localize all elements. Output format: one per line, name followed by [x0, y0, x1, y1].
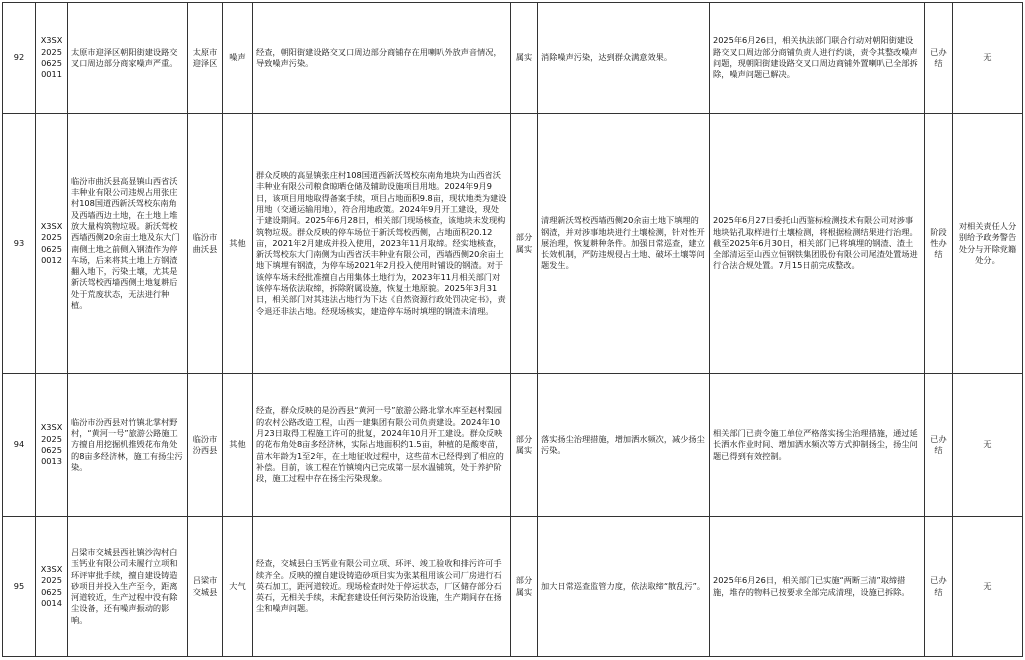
handling-result: 2025年6月26日，相关部门已实施“两断三清”取缔措施，堆存的物料已按要求全部完成清理，设施已拆除。: [710, 517, 925, 657]
accountability: 无: [953, 374, 1023, 517]
pollution-type: 大气: [223, 517, 253, 657]
investigation-result: 经查，朝阳街建设路交叉口周边部分商铺存在用喇叭外放声音情况，导致噪声污染。: [253, 3, 511, 114]
case-code: X3SX202506250012: [36, 114, 68, 374]
investigation-result: 经查，群众反映的是汾西县“黄河一号”旅游公路北掌水库至赵村梨园的农村公路改造工程，山西一建集团有限公司负责建设。2024年10月23日取得工程施工许可的批复，2024年10月开工建设。群众反映的花布角处8亩多经济林，实际占地面积约1.5亩，种植的是酸枣苗，苗木年龄为1至2年，在土地征收过程中，这些苗木已经得到了相应的补偿。目前，该工程在竹镇境内已完成第一层水温铺筑，处于养护阶段，施工过程中存在扬尘污染现象。: [253, 374, 511, 517]
administrative-region: 临汾市汾西县: [188, 374, 223, 517]
verification-status: 属实: [511, 3, 538, 114]
accountability: 对相关责任人分别给予政务警告处分与开除党籍处分。: [953, 114, 1023, 374]
row-number: 95: [3, 517, 36, 657]
rectification-goal: 落实扬尘治理措施，增加洒水频次，减少扬尘污染。: [538, 374, 710, 517]
pollution-type: 其他: [223, 374, 253, 517]
verification-status: 部分属实: [511, 374, 538, 517]
table-row: [3, 517, 1023, 657]
pollution-type: 其他: [223, 114, 253, 374]
rectification-goal: 消除噪声污染，达到群众满意效果。: [538, 3, 710, 114]
administrative-region: 临汾市曲沃县: [188, 114, 223, 374]
case-table: [2, 2, 1023, 657]
table-row: [3, 114, 1023, 374]
completion-status: 已办结: [925, 517, 953, 657]
complaint-content: 吕梁市交城县西社镇沙沟村白玉钙业有限公司未履行立项和环评审批手续，擅自建设铸造砂项目并投入生产至今，距离河道较近，生产过程中没有除尘设备，还有噪声振动的影响。: [68, 517, 188, 657]
completion-status: 已办结: [925, 374, 953, 517]
administrative-region: 太原市迎泽区: [188, 3, 223, 114]
complaint-content: 太原市迎泽区朝阳街建设路交叉口周边部分商家噪声严重。: [68, 3, 188, 114]
table-body: [3, 3, 1023, 657]
accountability: 无: [953, 3, 1023, 114]
table-row: [3, 3, 1023, 114]
handling-result: 2025年6月27日委托山西鉴标检测技术有限公司对涉事地块钻孔取样进行土壤检测，将根据检测结果进行治理。截至2025年6月30日，相关部门已将填埋的钢渣、渣土全部清运至山西立恒钢铁集团股份有限公司尾渣处置场进行合法合规处置。7月15日前完成整改。: [710, 114, 925, 374]
investigation-result: 群众反映的高显镇张庄村108国道西新沃驾校东南角地块为山西省沃丰种业有限公司粮食晾晒仓储及辅助设施项目用地。2024年9月9日，该项目用地取得备案手续，项目占地面积9.8亩，现状地类为建设用地（交通运输用地），符合用地政策。2024年9月开工建设，现处于建设期间。2025年6月28日，相关部门现场核查，该地块未发现构筑物垃圾。群众反映的停车场位于新沃驾校西侧，占地面积20.12亩，2021年2月建成并投入使用，2023年11月取缔。经实地核查，新沃驾校东大门南侧为山西省沃丰种业有限公司，西墙西侧20余亩土地下填埋有钢渣，为停车场2021年2月投入使用时铺设的钢渣。对于该停车场未经批准擅自占用集体土地行为，2023年11月相关部门对该停车场依法取缔，拆除附属设施，恢复土地原貌。2025年3月31日，相关部门对其违法占地行为下达《自然资源行政处罚决定书》，责令退还非法占地。经现场核实，建造停车场时填埋的钢渣未清理。: [253, 114, 511, 374]
rectification-goal: 加大日常巡查监管力度，依法取缔“散乱污”。: [538, 517, 710, 657]
row-number: 94: [3, 374, 36, 517]
investigation-result: 经查，交城县白玉钙业有限公司立项、环评、竣工验收和排污许可手续齐全。反映的擅自建设铸造砂项目实为张某租用该公司厂房进行石英石加工，距河道较近。现场检查时处于停运状态，厂区储存部分石英石，无相关手续，未配套建设任何污染防治设施，生产期间存在扬尘和噪声问题。: [253, 517, 511, 657]
pollution-type: 噪声: [223, 3, 253, 114]
rectification-goal: 清理新沃驾校西墙西侧20余亩土地下填埋的钢渣，并对涉事地块进行土壤检测，针对性开展治理，恢复耕种条件。加强日常巡查，建立长效机制，严防违规侵占土地、破坏土壤等问题发生。: [538, 114, 710, 374]
case-code: X3SX202506250014: [36, 517, 68, 657]
complaint-content: 临汾市曲沃县高显镇山西省沃丰种业有限公司违规占用张庄村108国道西新沃驾校东南角及西墙西边土地，在土地上堆放大量构筑物垃圾。新沃驾校西墙西侧20余亩土地及东大门南侧土地之前侧入钢渣作为停车场，后来将其土地上方钢渣翻入地下，污染土壤，尤其是新沃驾校西墙西侧土地复耕后处于荒废状态，无法进行种植。: [68, 114, 188, 374]
verification-status: 部分属实: [511, 114, 538, 374]
completion-status: 已办结: [925, 3, 953, 114]
handling-result: 2025年6月26日，相关执法部门联合行动对朝阳街建设路交叉口周边部分商铺负责人进行约谈，责令其整改噪声问题，现朝阳街建设路交叉口周边商铺外置喇叭已全部拆除，噪声问题已解决。: [710, 3, 925, 114]
verification-status: 部分属实: [511, 517, 538, 657]
table-row: [3, 374, 1023, 517]
case-code: X3SX202506250013: [36, 374, 68, 517]
completion-status: 阶段性办结: [925, 114, 953, 374]
case-code: X3SX202506250011: [36, 3, 68, 114]
handling-result: 相关部门已责令施工单位严格落实扬尘治理措施，通过延长洒水作业时间、增加洒水频次等方式抑制扬尘，扬尘问题已得到有效控制。: [710, 374, 925, 517]
accountability: 无: [953, 517, 1023, 657]
row-number: 92: [3, 3, 36, 114]
row-number: 93: [3, 114, 36, 374]
complaint-content: 临汾市汾西县对竹镇北掌村野村，“黄河一号”旅游公路施工方擅自用挖掘机推毁花布角处的8亩多经济林，施工有扬尘污染。: [68, 374, 188, 517]
administrative-region: 吕梁市交城县: [188, 517, 223, 657]
